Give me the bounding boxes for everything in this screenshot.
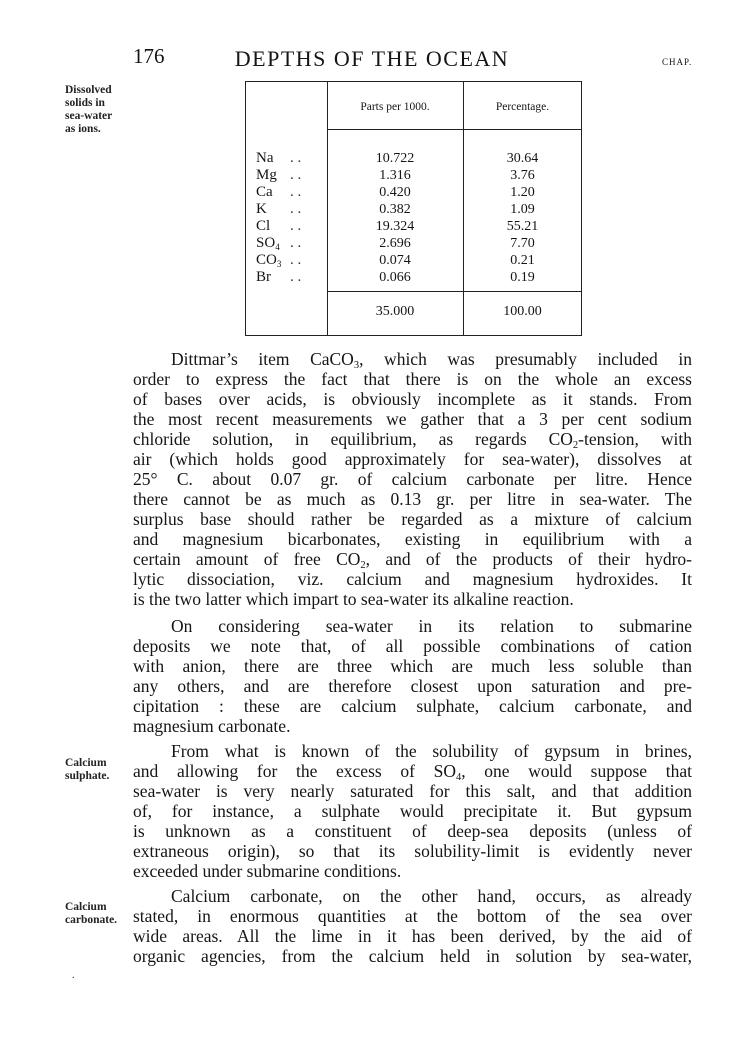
body-line: the most recent measurements we gather that a 3 per cent sodium [133,409,692,429]
margin-note-line: Calcium [65,901,107,913]
body-line: stated, in enormous quantities at the bottom of the sea over [133,906,692,926]
body-line: Calcium carbonate, on the other hand, occurs, as already [171,886,692,906]
table-row [256,201,301,218]
parts-cell: 19.324 [375,219,415,234]
margin-note-line: as ions. [65,123,101,135]
body-line: organic agencies, from the calcium held in solution by sea-water, [133,946,692,966]
percentage-cell: 1.09 [510,202,535,217]
parts-cell: 2.696 [379,236,411,251]
margin-note-dissolved-solids [65,84,112,136]
percentage-cell: 0.19 [510,270,535,285]
percentage-cell: 30.64 [506,151,539,166]
body-line: Dittmar’s item CaCO$_3$, which was presumably included in [171,349,692,371]
ion-symbol: $SO_4$ [256,235,280,252]
percentage-cell: 3.76 [510,168,535,183]
table-header-rule [327,129,581,130]
running-title: DEPTHS OF THE OCEAN [234,46,510,71]
body-line: wide areas. All the lime in it has been derived, by the aid of [133,926,692,946]
body-line: order to express the fact that there is on the whole an excess [133,369,692,389]
margin-note-line: carbonate. [65,914,118,926]
ion-symbol: Na [256,150,274,166]
parts-cell: 0.382 [379,202,411,217]
parts-cell: 1.316 [379,168,411,183]
percentage-cell: 55.21 [506,219,539,234]
leader-dots: . . [290,218,302,234]
ion-symbol: K [256,201,267,217]
ion-symbol: Ca [256,184,273,200]
body-line: and magnesium bicarbonates, existing in equilibrium with a [133,529,692,549]
body-line: sea-water is very nearly saturated for this salt, and that addition [133,781,692,801]
margin-note-line: sea-water [65,110,113,122]
leader-dots: . . [290,150,302,166]
margin-note-calcium-carbonate [65,901,117,927]
table-row [256,184,301,201]
parts-cell: 10.722 [375,151,415,166]
body-line: of bases over acids, is obviously incomplete as it stands. From [133,389,692,409]
percentage-cell: 1.20 [510,185,535,200]
body-line: lytic dissociation, viz. calcium and magnesium hydroxides. It [133,569,692,589]
body-line: and allowing for the excess of $SO_4$, one would suppose that [133,761,692,783]
table-row [256,252,301,269]
percentage-column [463,150,582,286]
parts-cell: 0.074 [379,253,411,268]
body-line: there cannot be as much as 0.13 gr. per litre in sea-water. The [133,489,692,509]
margin-note-line: Dissolved [65,84,112,96]
total-percentage: 100.00 [503,304,542,319]
margin-note-calcium-sulphate [65,757,109,783]
body-line: chloride solution, in equilibrium, as regards $CO_2$-tension, with [133,429,693,451]
stray-mark: . [72,970,75,981]
leader-dots: . . [290,235,302,251]
total-parts: 35.000 [375,304,415,319]
ion-symbol: Br [256,269,271,285]
table-row [256,269,301,286]
leader-dots: . . [290,252,302,268]
ion-symbol: Cl [256,218,271,234]
body-line: is unknown as a constituent of deep-sea deposits (unless of [133,821,692,841]
body-line: On considering sea-water in its relation to submarine [171,616,692,636]
body-line: magnesium carbonate. [133,716,291,736]
table-total-rule [327,291,581,292]
parts-cell: 0.066 [379,270,411,285]
ion-symbol: Mg [256,167,277,183]
parts-cell: 0.420 [379,185,411,200]
body-line: exceeded under submarine conditions. [133,861,402,881]
leader-dots: . . [290,269,302,285]
margin-note-line: sulphate. [65,770,110,782]
body-line: is the two latter which impart to sea-water its alkaline reaction. [133,589,574,609]
body-line: air (which holds good approximately for sea-water), dissolves at [133,449,692,469]
body-line: From what is known of the solubility of gypsum in brines, [171,741,692,761]
leader-dots: . . [290,184,302,200]
body-line: cipitation : these are calcium sulphate, calcium carbonate, and [133,696,692,716]
table-row [256,150,301,167]
leader-dots: . . [290,201,302,217]
body-line: extraneous origin), so that its solubility-limit is evidently never [133,841,692,861]
table-row [256,235,301,252]
body-line: deposits we note that, of all possible combinations of cation [133,636,692,656]
body-line: of, for instance, a sulphate would precipitate it. But gypsum [133,801,692,821]
parts-column [327,150,463,286]
ion-column [256,150,301,286]
leader-dots: . . [290,167,302,183]
body-line: surplus base should rather be regarded as a mixture of calcium [133,509,692,529]
ion-symbol: $CO_3$ [256,252,282,269]
body-line: with anion, there are three which are much less soluble than [133,656,692,676]
margin-note-line: Calcium [65,757,107,769]
table-row [256,218,301,235]
column-header-percentage: Percentage. [495,101,550,113]
chapter-marker: CHAP. [662,57,693,67]
body-line: 25° C. about 0.07 gr. of calcium carbonate per litre. Hence [133,469,692,489]
table-row [256,167,301,184]
margin-note-line: solids in [65,97,105,109]
percentage-cell: 0.21 [510,253,535,268]
column-header-parts: Parts per 1000. [360,101,430,113]
body-line: any others, and are therefore closest upon saturation and pre- [133,676,692,696]
percentage-cell: 7.70 [510,236,535,251]
page-number: 176 [133,44,165,68]
body-line: certain amount of free $CO_2$, and of the products of their hydro- [133,549,692,571]
